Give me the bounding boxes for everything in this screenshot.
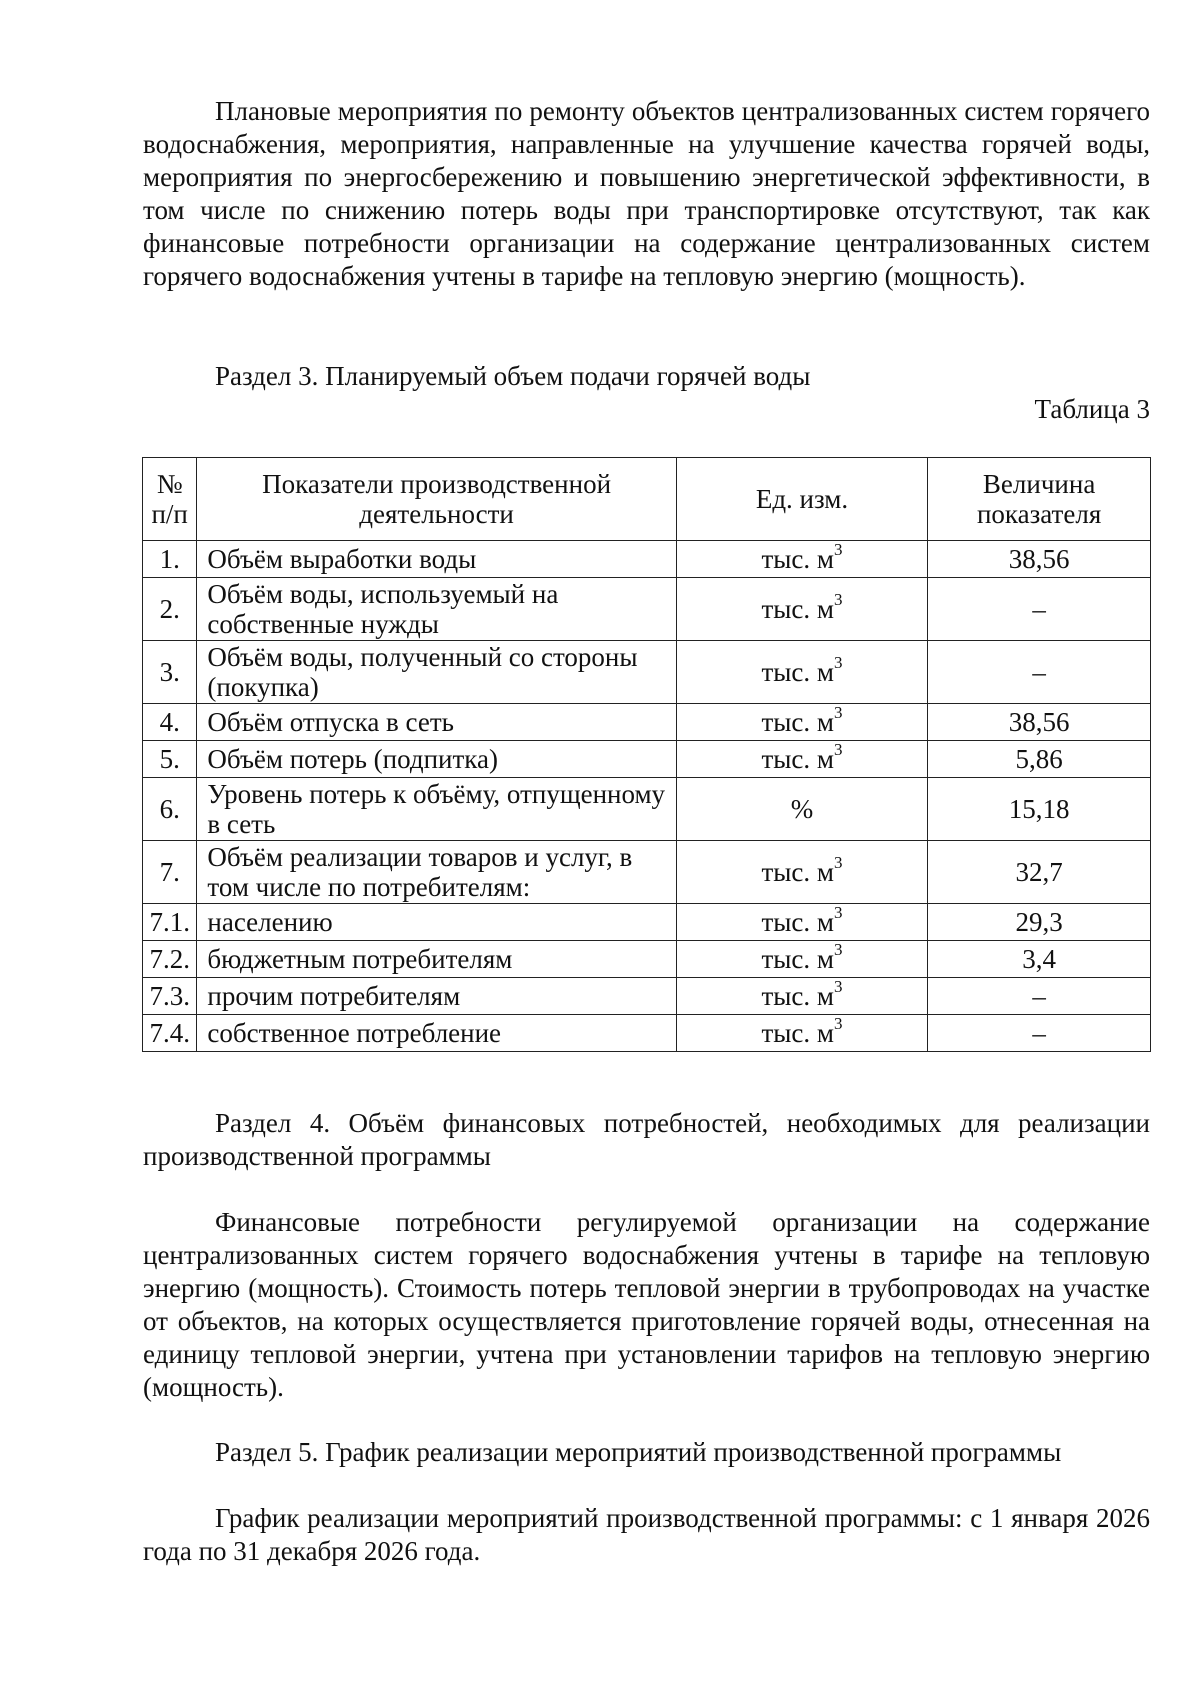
unit-superscript: 3 [834,853,843,872]
row-value: 15,18 [928,778,1151,841]
unit-base: тыс. м [761,744,834,774]
row-num: 7.4. [143,1015,197,1052]
section4-paragraph: Финансовые потребности регулируемой организации на содержание централизованных систем горячего водоснабжения учтены в тарифе на тепловую энергию (мощность). Стоимость потерь тепловой энергии в трубопроводах на участке от объектов, на которых осуществляется приготовление горячей воды, отнесенная на единицу тепловой энергии, учтена при установлении тарифов на тепловую энергию (мощность). [143,1207,1150,1402]
section5-title: Раздел 5. График реализации мероприятий производственной программы [215,1437,1062,1467]
row-indicator-name: прочим потребителям [197,978,676,1015]
row-indicator-name: собственное потребление [197,1015,676,1052]
unit-superscript: 3 [834,977,843,996]
row-unit [676,978,927,1015]
row-value: – [928,978,1151,1015]
unit-base: тыс. м [761,981,834,1011]
row-num: 2. [143,578,197,641]
table-header-row [143,458,1151,541]
row-unit [676,904,927,941]
row-unit [676,1015,927,1052]
unit-base: тыс. м [761,594,834,624]
row-indicator-name: бюджетным потребителям [197,941,676,978]
unit-base: тыс. м [761,944,834,974]
table-body [143,541,1151,1052]
table-row [143,541,1151,578]
unit-base: тыс. м [761,907,834,937]
row-indicator-name: населению [197,904,676,941]
row-num: 6. [143,778,197,841]
table-row [143,1015,1151,1052]
unit-base: тыс. м [761,707,834,737]
row-unit: % [676,778,927,841]
row-value: 3,4 [928,941,1151,978]
row-value: 29,3 [928,904,1151,941]
row-unit [676,704,927,741]
unit-base: тыс. м [761,657,834,687]
row-num: 7.3. [143,978,197,1015]
header-num: № п/п [143,458,197,541]
table-row [143,978,1151,1015]
table-row [143,778,1151,841]
unit-base: тыс. м [761,857,834,887]
unit-superscript: 3 [834,903,843,922]
row-indicator-name: Объём воды, полученный со стороны (покупка) [197,641,676,704]
row-num: 5. [143,741,197,778]
table-row [143,704,1151,741]
row-unit [676,578,927,641]
header-unit: Ед. изм. [676,458,927,541]
row-value: 38,56 [928,541,1151,578]
intro-paragraph: Плановые мероприятия по ремонту объектов централизованных систем горячего водоснабжения, мероприятия, направленные на улучшение качества горячей воды, мероприятия по энергосбережению и повышению энергетической эффективности, в том числе по снижению потерь воды при транспортировке отсутствуют, так как финансовые потребности организации на содержание централизованных систем горячего водоснабжения учтены в тарифе на тепловую энергию (мощность). [143,96,1150,291]
row-indicator-name: Объём выработки воды [197,541,676,578]
table-label: Таблица 3 [1034,394,1150,424]
row-num: 7.2. [143,941,197,978]
row-indicator-name: Уровень потерь к объёму, отпущенному в сеть [197,778,676,841]
row-num: 7. [143,841,197,904]
table-row [143,941,1151,978]
row-indicator-name: Объём отпуска в сеть [197,704,676,741]
table-row [143,641,1151,704]
row-unit [676,941,927,978]
row-unit [676,741,927,778]
row-value: 32,7 [928,841,1151,904]
unit-superscript: 3 [834,740,843,759]
row-indicator-name: Объём потерь (подпитка) [197,741,676,778]
unit-superscript: 3 [834,540,843,559]
row-value: – [928,1015,1151,1052]
row-num: 3. [143,641,197,704]
row-indicator-name: Объём реализации товаров и услуг, в том числе по потребителям: [197,841,676,904]
section3-title: Раздел 3. Планируемый объем подачи горячей воды [215,361,811,391]
table-row [143,578,1151,641]
row-num: 7.1. [143,904,197,941]
unit-base: тыс. м [761,544,834,574]
header-name: Показатели производственной деятельности [197,458,676,541]
row-num: 4. [143,704,197,741]
row-indicator-name: Объём воды, используемый на собственные нужды [197,578,676,641]
unit-superscript: 3 [834,940,843,959]
table-row [143,904,1151,941]
row-unit [676,841,927,904]
row-unit [676,641,927,704]
row-value: – [928,578,1151,641]
row-num: 1. [143,541,197,578]
unit-superscript: 3 [834,653,843,672]
table-row [143,841,1151,904]
production-table [142,457,1151,1052]
section4-title: Раздел 4. Объём финансовых потребностей, необходимых для реализации производственной программы [143,1108,1150,1171]
unit-superscript: 3 [834,703,843,722]
row-unit [676,541,927,578]
unit-superscript: 3 [834,590,843,609]
row-value: – [928,641,1151,704]
header-value: Величина показателя [928,458,1151,541]
unit-superscript: 3 [834,1014,843,1033]
row-value: 5,86 [928,741,1151,778]
row-value: 38,56 [928,704,1151,741]
table-row [143,741,1151,778]
section5-paragraph: График реализации мероприятий производственной программы: с 1 января 2026 года по 31 декабря 2026 года. [143,1503,1150,1566]
unit-base: тыс. м [761,1018,834,1048]
